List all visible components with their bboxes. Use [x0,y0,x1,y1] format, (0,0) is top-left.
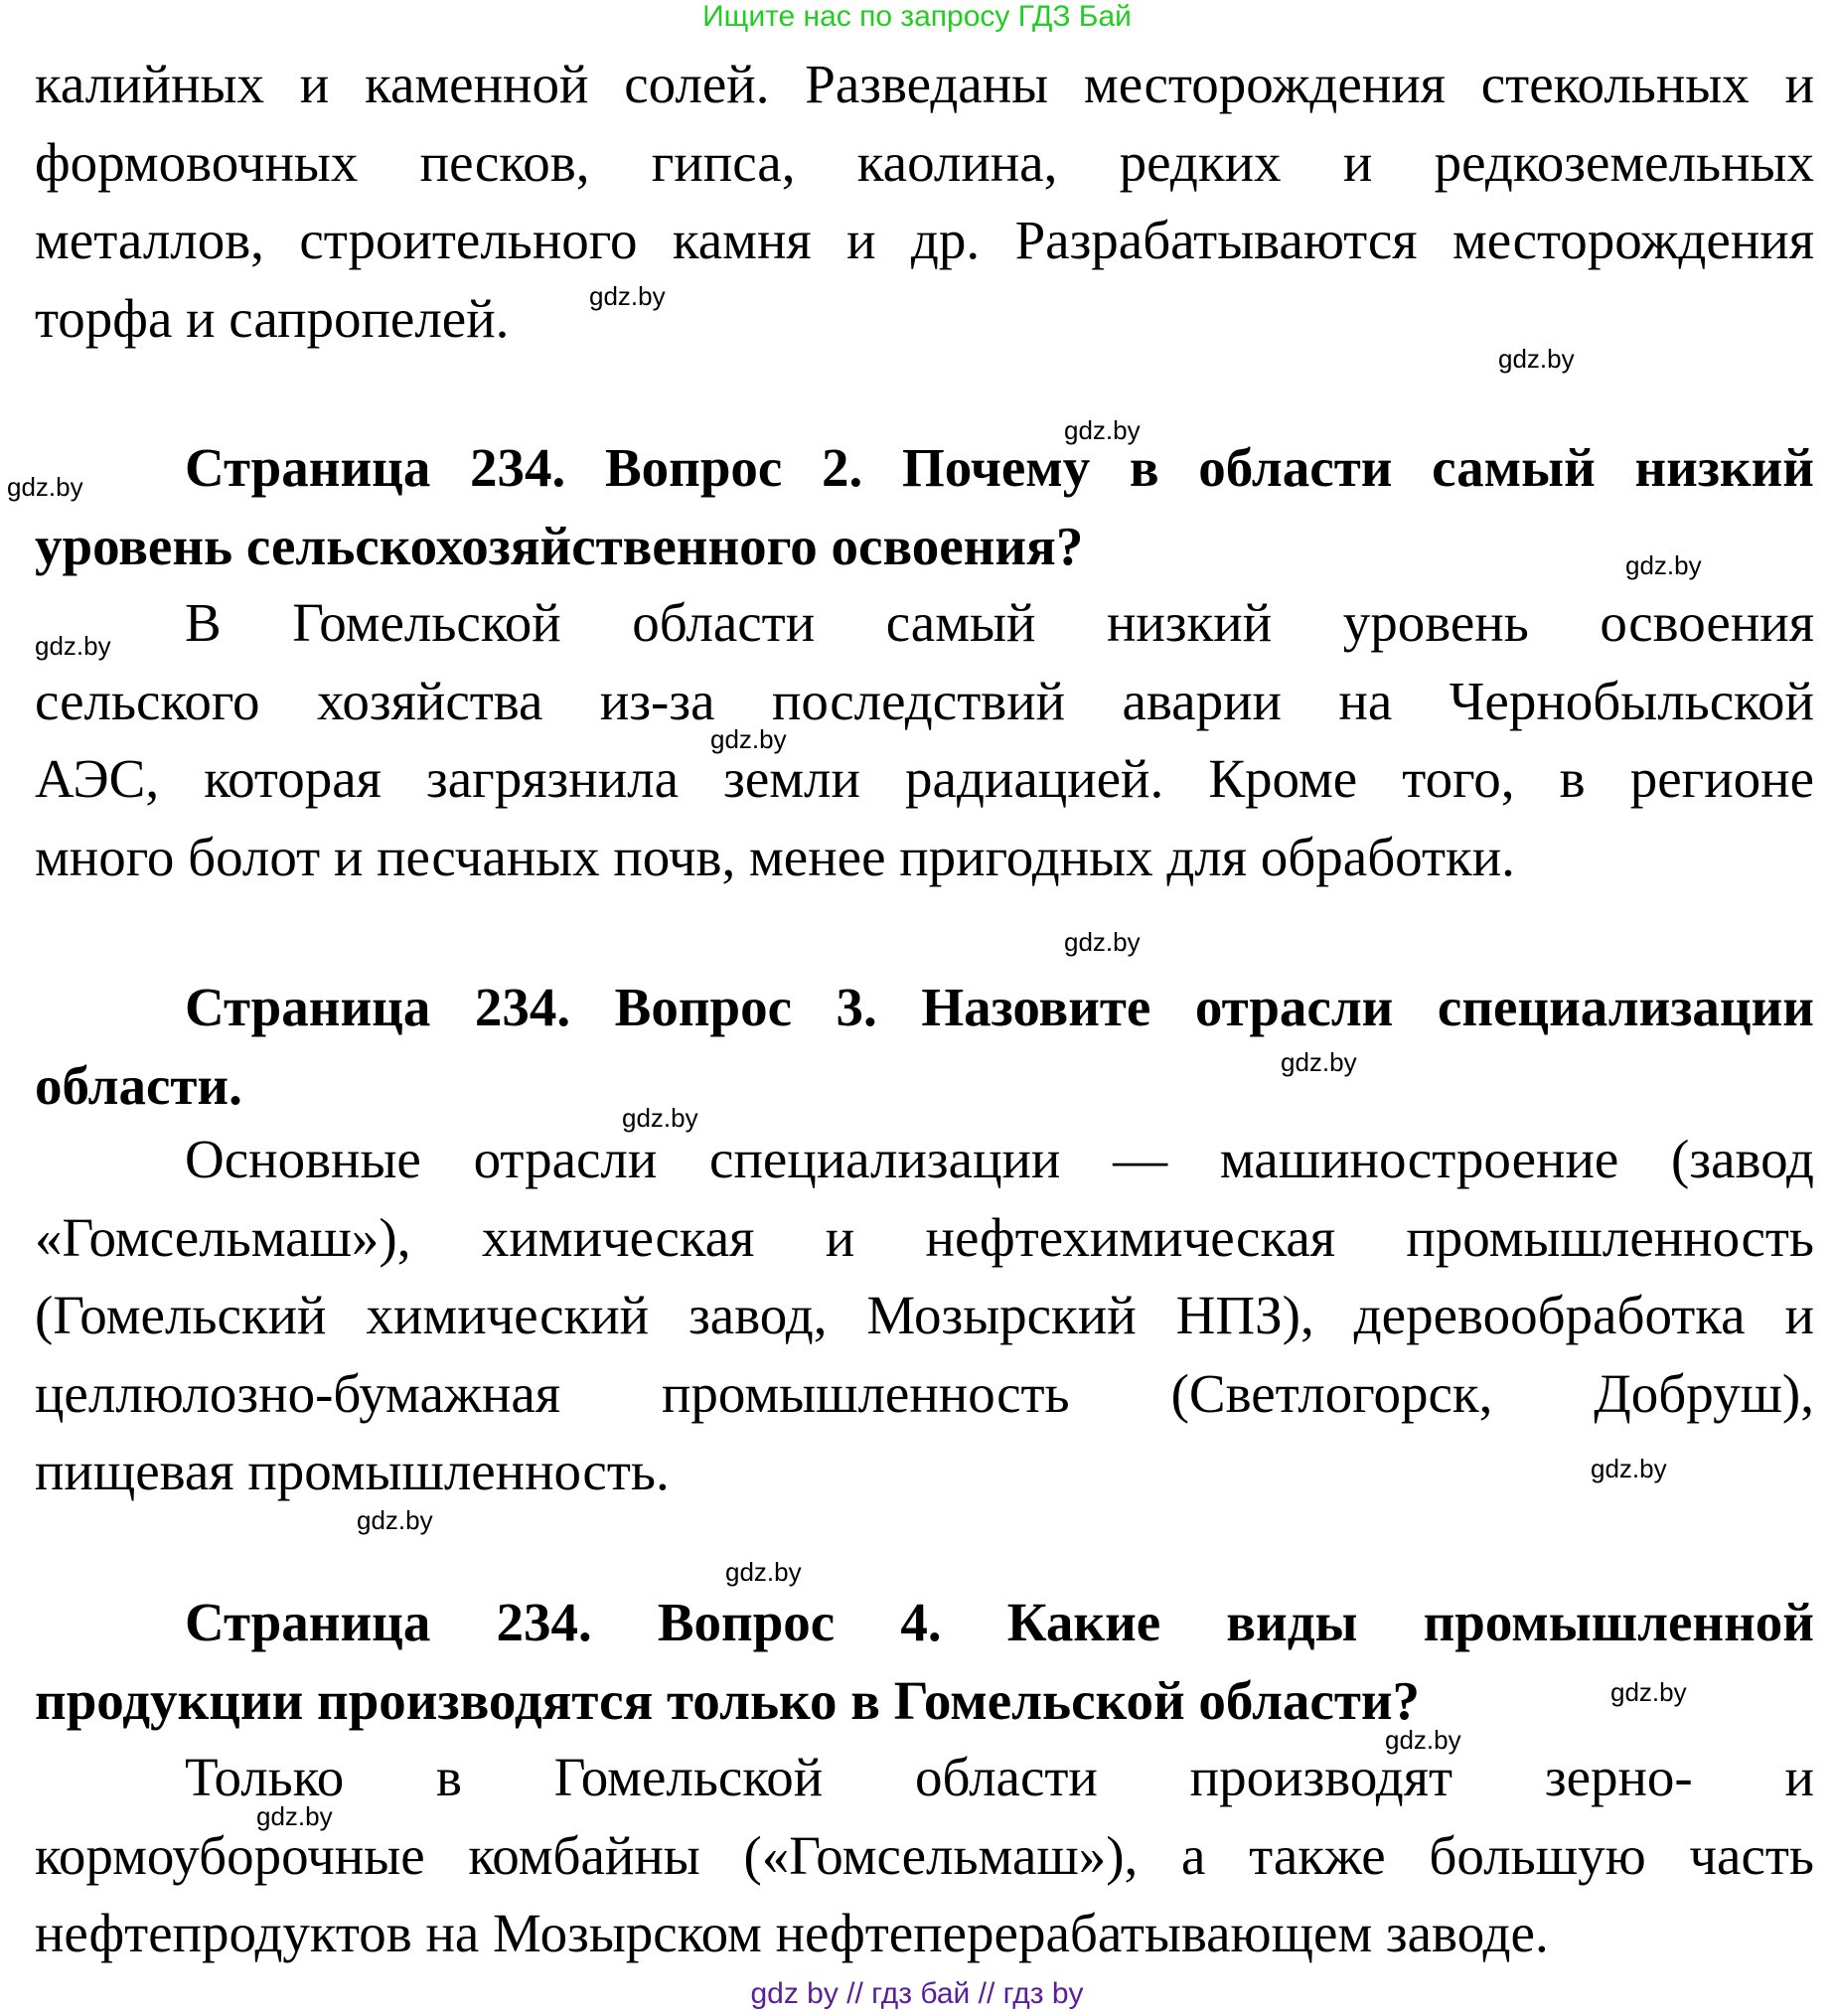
watermark: gdz.by [725,1557,802,1587]
watermark: gdz.by [1498,344,1575,374]
text-line: «Гомсельмаш»), химическая и нефтехимическая промышленность [35,1206,1814,1268]
text-line: АЭС, которая загрязнила земли радиацией. Кроме того, в регионе [35,748,1814,809]
search-banner: Ищите нас по запросу ГДЗ Бай [702,0,1132,33]
text-line: кормоуборочные комбайны («Гомсельмаш»), а также большую часть [35,1824,1814,1886]
text-line: формовочных песков, гипса, каолина, редких и редкоземельных [35,131,1814,193]
text-line: сельского хозяйства из-за последствий аварии на Чернобыльской [35,670,1814,731]
question-2-heading [35,429,1814,585]
text-line: пищевая промышленность. [35,1441,670,1501]
text-line: нефтепродуктов на Мозырском нефтеперерабатывающем заводе. [35,1903,1549,1963]
watermark: gdz.by [589,281,666,311]
text-line: много болот и песчаных почв, менее пригодных для обработки. [35,826,1515,887]
text-line: В Гомельской области самый низкий уровень освоения [185,592,1814,653]
watermark: gdz.by [1385,1725,1461,1755]
watermark: gdz.by [35,631,111,661]
footer-links: gdz by // гдз бай // гдз by [750,1977,1084,2010]
watermark: gdz.by [622,1103,698,1133]
question-4-heading [35,1584,1814,1740]
question-3-heading [35,969,1814,1125]
question-4-answer [35,1739,1814,1973]
watermark: gdz.by [357,1505,433,1535]
text-line: Только в Гомельской области производят зерно- и [185,1747,1814,1807]
text-line: (Гомельский химический завод, Мозырский НПЗ), деревообработка и [35,1285,1814,1345]
text-line: Страница 234. Вопрос 2. Почему в области самый низкий [185,437,1814,498]
paragraph-intro [35,46,1814,358]
watermark: gdz.by [1625,550,1702,580]
text-line: торфа и сапропелей. [35,287,510,349]
watermark: gdz.by [1064,927,1141,957]
text-line: продукции производятся только в Гомельской области? [35,1669,1421,1731]
text-line: металлов, строительного камня и др. Разрабатываются месторождения [35,210,1814,270]
watermark: gdz.by [710,724,787,754]
question-3-answer [35,1121,1814,1511]
text-line: уровень сельскохозяйственного освоения? [35,515,1084,576]
text-line: калийных и каменной солей. Разведаны месторождения стекольных и [35,54,1814,114]
text-line: Страница 234. Вопрос 3. Назовите отрасли специализации [185,977,1814,1037]
watermark: gdz.by [1281,1047,1357,1077]
text-line: Страница 234. Вопрос 4. Какие виды промышленной [185,1592,1814,1652]
text-line: области. [35,1054,242,1116]
text-line: целлюлозно-бумажная промышленность (Светлогорск, Добруш), [35,1362,1814,1424]
watermark: gdz.by [1064,415,1141,445]
watermark: gdz.by [256,1801,333,1831]
watermark: gdz.by [1610,1677,1687,1707]
watermark: gdz.by [7,472,83,502]
text-line: Основные отрасли специализации — машиностроение (завод [185,1129,1814,1189]
watermark: gdz.by [1591,1454,1667,1483]
question-2-answer [35,584,1814,896]
